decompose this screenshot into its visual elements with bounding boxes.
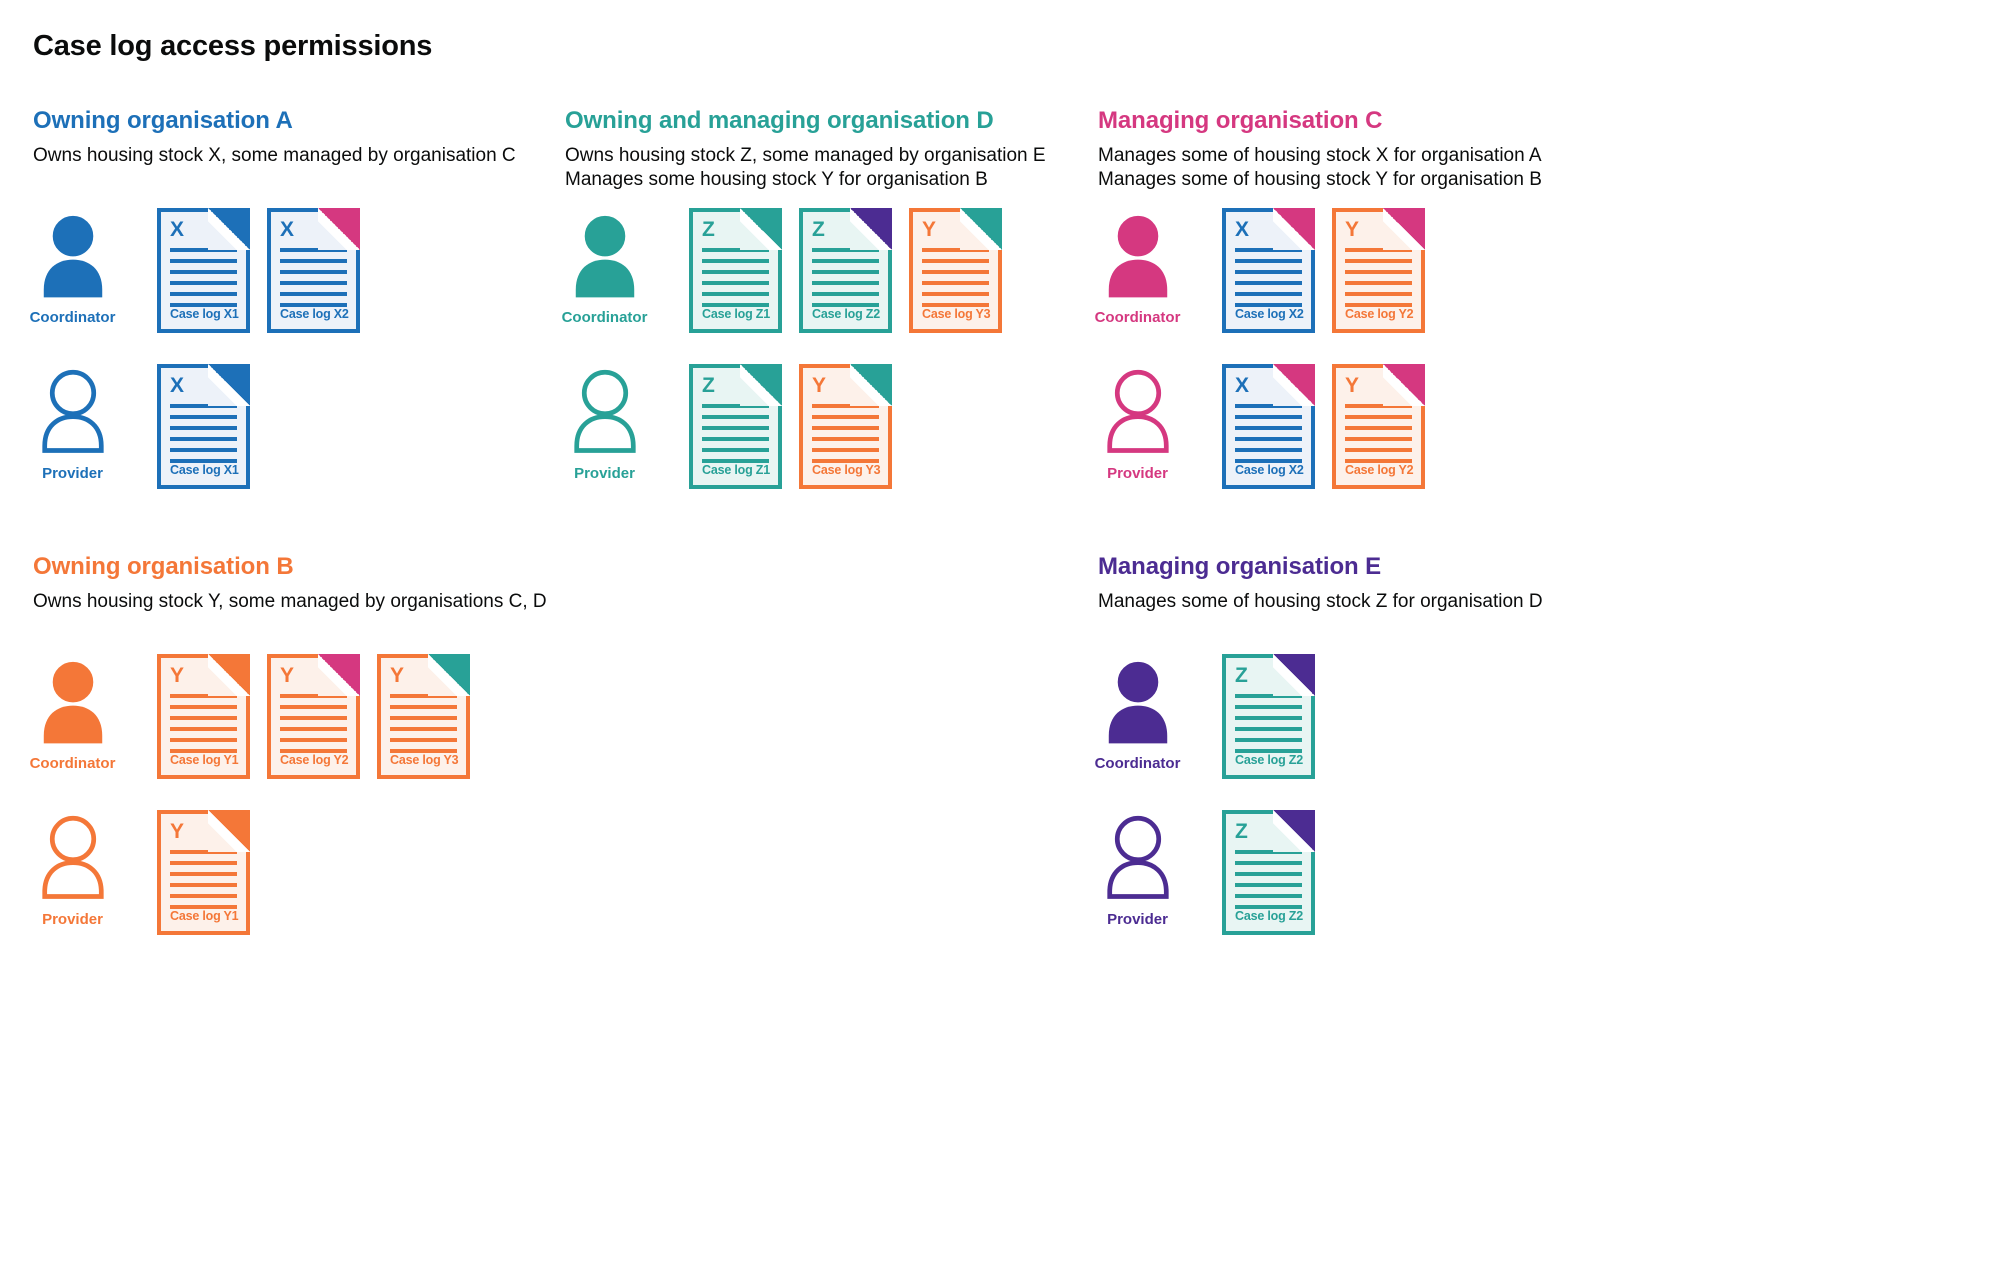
document-letter: X (170, 218, 185, 241)
document-text-line (1235, 705, 1302, 709)
case-log-document-icon (1332, 364, 1425, 489)
document-letter: Z (702, 218, 715, 241)
document-text-line (280, 270, 347, 274)
document-text-lines (702, 248, 769, 307)
document-label: Case log X2 (280, 307, 349, 321)
coordinator-icon (40, 656, 106, 744)
person (1094, 208, 1222, 326)
document-text-lines (170, 694, 237, 753)
person (1094, 654, 1222, 772)
document-text-line (170, 437, 237, 441)
document-text-line (170, 270, 237, 274)
folded-corner-icon (208, 364, 250, 406)
document-letter: Y (1345, 218, 1360, 241)
document-label: Case log Z1 (702, 307, 770, 321)
document-label: Case log Y2 (1345, 307, 1414, 321)
section-description (1098, 590, 1618, 642)
document-text-line (170, 281, 237, 285)
case-log-document-icon (1222, 364, 1315, 489)
person (1098, 364, 1222, 482)
coordinator-icon (572, 210, 638, 298)
document-text-line (170, 259, 237, 263)
coordinator-row (1094, 208, 1618, 333)
folded-corner-icon (1273, 810, 1315, 852)
provider-row (1098, 810, 1618, 935)
case-log-document-icon (157, 208, 250, 333)
document-label: Case log Y1 (170, 753, 239, 767)
document-text-lines (702, 404, 769, 463)
case-log-document-icon (157, 364, 250, 489)
document-text-line (170, 415, 237, 419)
document-text-line (702, 292, 769, 296)
document-text-line (1235, 894, 1302, 898)
case-log-document-icon (157, 810, 250, 935)
case-log-document-icon (1222, 654, 1315, 779)
document-text-lines (812, 248, 879, 307)
document-text-line (922, 270, 989, 274)
folded-corner-icon (1383, 208, 1425, 250)
folded-corner-icon (208, 810, 250, 852)
document-text-line (390, 727, 457, 731)
document-label: Case log Z1 (702, 463, 770, 477)
document-text-line (812, 448, 879, 452)
section-description-line: Manages some of housing stock Y for organisation B (1098, 169, 1542, 190)
section-org-b (29, 552, 553, 935)
page-title: Case log access permissions (33, 30, 433, 62)
coordinator-row (29, 654, 553, 779)
folded-corner-icon (960, 208, 1002, 250)
document-text-line (1235, 292, 1302, 296)
document-text-lines (170, 248, 237, 307)
section-description-line: Manages some housing stock Y for organisation B (565, 169, 988, 190)
folded-corner-icon (850, 364, 892, 406)
folded-corner-icon (208, 654, 250, 696)
provider-row (565, 364, 1085, 489)
case-log-document-icon (267, 208, 360, 333)
document-text-line (702, 259, 769, 263)
document-text-lines (1235, 248, 1302, 307)
section-rows (29, 208, 553, 489)
person (33, 364, 157, 482)
document-text-lines (280, 694, 347, 753)
role-label: Provider (1107, 465, 1168, 482)
section-description-line: Manages some of housing stock X for organisation A (1098, 145, 1542, 166)
folded-corner-icon (318, 654, 360, 696)
document-text-line (1235, 872, 1302, 876)
document-text-line (1235, 861, 1302, 865)
document-text-line (170, 738, 237, 742)
document-letter: X (1235, 218, 1250, 241)
coordinator-icon (1105, 656, 1171, 744)
document-text-line (280, 705, 347, 709)
document-letter: Y (812, 374, 827, 397)
document-text-line (1345, 292, 1412, 296)
section-title: Owning organisation A (33, 107, 293, 134)
document-text-line (1235, 259, 1302, 263)
provider-row (33, 810, 553, 935)
document-text-line (1235, 738, 1302, 742)
document-text-line (1345, 426, 1412, 430)
document-text-lines (390, 694, 457, 753)
document-letter: Y (922, 218, 937, 241)
folded-corner-icon (1273, 208, 1315, 250)
provider-icon (1105, 812, 1171, 900)
document-text-line (812, 281, 879, 285)
section-description (1098, 144, 1618, 196)
folded-corner-icon (850, 208, 892, 250)
document-text-lines (1345, 248, 1412, 307)
document-text-lines (170, 404, 237, 463)
document-text-line (812, 437, 879, 441)
provider-icon (572, 366, 638, 454)
document-text-line (702, 437, 769, 441)
role-label: Coordinator (29, 309, 116, 326)
document-text-lines (1235, 850, 1302, 909)
section-description (33, 590, 553, 642)
document-label: Case log Z2 (812, 307, 880, 321)
role-label: Coordinator (1094, 309, 1181, 326)
document-text-lines (1235, 694, 1302, 753)
folded-corner-icon (1273, 364, 1315, 406)
document-text-line (170, 426, 237, 430)
document-label: Case log X1 (170, 307, 239, 321)
folded-corner-icon (1383, 364, 1425, 406)
document-text-line (1345, 259, 1412, 263)
document-text-line (1235, 448, 1302, 452)
document-text-line (1345, 448, 1412, 452)
section-rows (29, 654, 553, 935)
case-log-document-icon (377, 654, 470, 779)
provider-icon (1105, 366, 1171, 454)
person (29, 654, 157, 772)
document-label: Case log Y3 (922, 307, 991, 321)
document-letter: X (1235, 374, 1250, 397)
document-text-lines (1345, 404, 1412, 463)
document-text-line (390, 705, 457, 709)
document-label: Case log Y3 (390, 753, 459, 767)
document-text-line (280, 281, 347, 285)
document-text-line (170, 705, 237, 709)
section-description-line: Owns housing stock Z, some managed by organisation E (565, 145, 1046, 166)
provider-icon (40, 812, 106, 900)
role-label: Coordinator (29, 755, 116, 772)
document-text-line (1235, 716, 1302, 720)
document-text-line (1235, 727, 1302, 731)
document-text-line (1235, 437, 1302, 441)
case-log-document-icon (1222, 810, 1315, 935)
document-letter: Z (812, 218, 825, 241)
role-label: Provider (1107, 911, 1168, 928)
role-label: Coordinator (1094, 755, 1181, 772)
case-log-document-icon (909, 208, 1002, 333)
person (1098, 810, 1222, 928)
document-letter: X (170, 374, 185, 397)
section-org-c (1094, 106, 1618, 489)
document-text-line (1345, 415, 1412, 419)
document-text-line (390, 738, 457, 742)
folded-corner-icon (740, 208, 782, 250)
document-text-line (170, 292, 237, 296)
document-letter: Z (702, 374, 715, 397)
section-description (565, 144, 1085, 196)
case-log-document-icon (689, 364, 782, 489)
coordinator-icon (1105, 210, 1171, 298)
document-letter: Y (170, 664, 185, 687)
folded-corner-icon (208, 208, 250, 250)
document-label: Case log Y1 (170, 909, 239, 923)
case-log-document-icon (1222, 208, 1315, 333)
document-text-lines (1235, 404, 1302, 463)
case-log-document-icon (689, 208, 782, 333)
document-letter: Y (280, 664, 295, 687)
document-text-line (390, 716, 457, 720)
document-text-line (702, 415, 769, 419)
document-text-lines (922, 248, 989, 307)
person (561, 208, 689, 326)
document-text-lines (170, 850, 237, 909)
person (29, 208, 157, 326)
document-text-line (1235, 415, 1302, 419)
document-label: Case log X1 (170, 463, 239, 477)
provider-row (1098, 364, 1618, 489)
case-log-document-icon (799, 364, 892, 489)
document-text-line (170, 727, 237, 731)
role-label: Provider (574, 465, 635, 482)
section-description-line: Manages some of housing stock Z for organisation D (1098, 591, 1543, 612)
section-description-line: Owns housing stock X, some managed by organisation C (33, 145, 516, 166)
document-text-line (702, 448, 769, 452)
document-text-line (280, 738, 347, 742)
person (565, 364, 689, 482)
case-log-document-icon (799, 208, 892, 333)
folded-corner-icon (740, 364, 782, 406)
document-text-line (812, 259, 879, 263)
document-text-line (280, 716, 347, 720)
section-title: Owning and managing organisation D (565, 107, 994, 134)
document-text-line (1345, 281, 1412, 285)
document-letter: Y (170, 820, 185, 843)
document-text-line (1345, 437, 1412, 441)
document-letter: Z (1235, 664, 1248, 687)
section-rows (1094, 208, 1618, 489)
section-title: Owning organisation B (33, 553, 294, 580)
folded-corner-icon (318, 208, 360, 250)
section-org-a (29, 106, 553, 489)
section-description (33, 144, 553, 196)
document-letter: X (280, 218, 295, 241)
document-text-line (812, 426, 879, 430)
case-log-document-icon (157, 654, 250, 779)
document-text-line (170, 883, 237, 887)
coordinator-row (561, 208, 1085, 333)
document-text-line (1235, 281, 1302, 285)
folded-corner-icon (428, 654, 470, 696)
document-label: Case log Z2 (1235, 753, 1303, 767)
document-text-line (922, 292, 989, 296)
section-rows (1094, 654, 1618, 935)
document-text-line (170, 861, 237, 865)
document-text-line (702, 426, 769, 430)
document-text-line (922, 281, 989, 285)
coordinator-row (1094, 654, 1618, 779)
document-letter: Z (1235, 820, 1248, 843)
person (33, 810, 157, 928)
document-label: Case log Z2 (1235, 909, 1303, 923)
section-title: Managing organisation E (1098, 553, 1382, 580)
document-text-line (170, 716, 237, 720)
coordinator-row (29, 208, 553, 333)
section-rows (561, 208, 1085, 489)
document-text-line (280, 727, 347, 731)
section-description-line: Owns housing stock Y, some managed by organisations C, D (33, 591, 547, 612)
document-label: Case log X2 (1235, 307, 1304, 321)
provider-row (33, 364, 553, 489)
document-label: Case log Y2 (280, 753, 349, 767)
section-org-e (1094, 552, 1618, 935)
document-text-line (812, 292, 879, 296)
section-title: Managing organisation C (1098, 107, 1383, 134)
document-text-lines (280, 248, 347, 307)
coordinator-icon (40, 210, 106, 298)
document-text-line (922, 259, 989, 263)
document-text-line (280, 259, 347, 263)
provider-icon (40, 366, 106, 454)
document-text-line (1235, 426, 1302, 430)
document-letter: Y (390, 664, 405, 687)
role-label: Provider (42, 465, 103, 482)
document-text-line (702, 281, 769, 285)
document-text-line (1345, 270, 1412, 274)
document-label: Case log Y2 (1345, 463, 1414, 477)
case-log-document-icon (1332, 208, 1425, 333)
role-label: Coordinator (561, 309, 648, 326)
document-text-line (702, 270, 769, 274)
document-text-line (170, 448, 237, 452)
document-text-lines (812, 404, 879, 463)
section-org-d (561, 106, 1085, 489)
document-text-line (1235, 270, 1302, 274)
document-text-line (1235, 883, 1302, 887)
document-text-line (280, 292, 347, 296)
document-label: Case log X2 (1235, 463, 1304, 477)
folded-corner-icon (1273, 654, 1315, 696)
document-text-line (812, 415, 879, 419)
document-text-line (812, 270, 879, 274)
document-label: Case log Y3 (812, 463, 881, 477)
case-log-document-icon (267, 654, 360, 779)
role-label: Provider (42, 911, 103, 928)
document-text-line (170, 872, 237, 876)
document-text-line (170, 894, 237, 898)
document-letter: Y (1345, 374, 1360, 397)
